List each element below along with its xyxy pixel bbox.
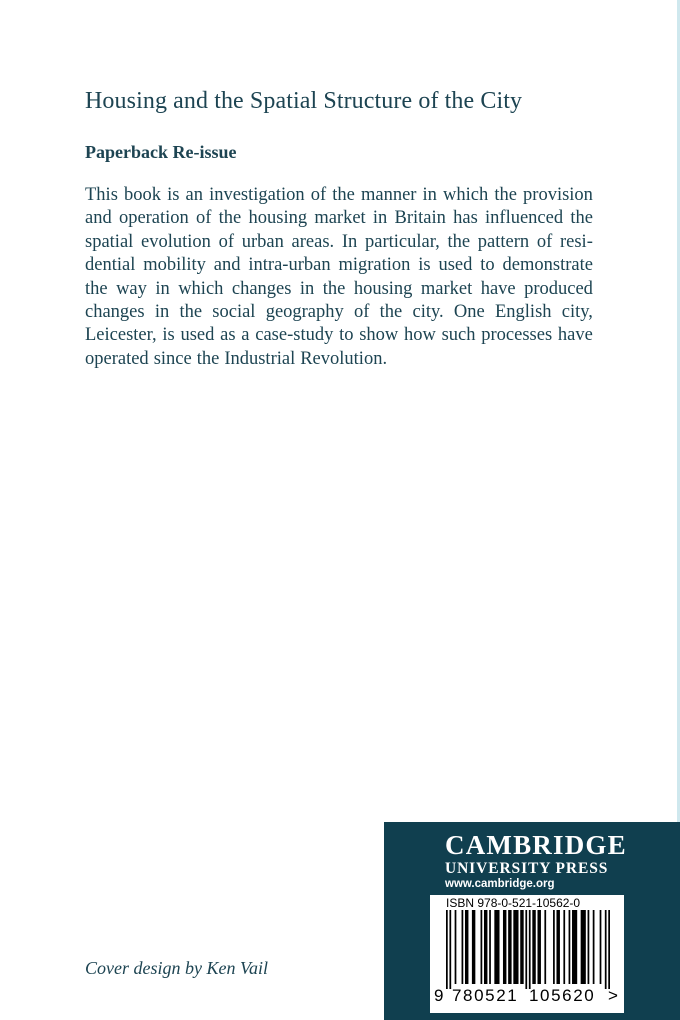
barcode-bar <box>525 910 527 989</box>
description-line <box>85 324 593 347</box>
description-word: the <box>494 185 517 205</box>
description-word: since <box>153 348 192 369</box>
description-word: the <box>218 208 242 229</box>
barcode-bar <box>556 910 559 984</box>
publisher-subname: UNIVERSITY PRESS <box>445 860 609 877</box>
barcode-bar <box>608 910 610 989</box>
barcode-bar <box>537 910 540 984</box>
description-word: changes <box>231 278 292 299</box>
barcode-bars <box>430 909 624 989</box>
description-line <box>85 231 593 254</box>
book-description <box>85 184 593 371</box>
description-word: This <box>85 185 118 205</box>
barcode-bar <box>544 910 546 984</box>
barcode-bar <box>508 910 511 984</box>
cover-credit: Cover design by Ken Vail <box>85 958 268 978</box>
isbn-label: ISBN 978-0-521-10562-0 <box>446 896 581 910</box>
barcode-bar <box>481 910 483 984</box>
barcode-bar <box>484 910 487 984</box>
barcode-bar <box>462 910 464 984</box>
description-line <box>85 254 593 277</box>
description-word: market <box>314 208 366 229</box>
description-word: have <box>480 278 516 299</box>
description-word: and <box>213 255 241 276</box>
description-line <box>85 207 593 230</box>
barcode-bar <box>563 910 565 984</box>
description-word: book <box>123 185 161 205</box>
barcode-bar <box>520 910 523 984</box>
description-line <box>85 301 593 324</box>
barcode-right-group: 105620 <box>529 986 596 1005</box>
description-word: the <box>447 231 471 252</box>
description-word: is <box>162 325 175 346</box>
barcode-bar <box>494 910 499 984</box>
barcode-bar <box>472 910 475 984</box>
publisher-website: www.cambridge.org <box>445 878 555 890</box>
description-word: geography <box>265 301 344 322</box>
description-word: to <box>339 325 354 346</box>
description-word: urban <box>241 231 284 252</box>
description-word: operated <box>85 348 149 369</box>
description-word: Revolution. <box>300 348 388 369</box>
book-title: Housing and the Spatial Structure of the City <box>85 88 523 114</box>
description-word: of <box>354 301 370 322</box>
publisher-panel <box>384 822 680 1020</box>
barcode-bar <box>581 910 586 984</box>
description-word: of <box>196 208 212 229</box>
barcode-end-mark: > <box>608 986 618 1005</box>
description-word: way <box>116 278 147 299</box>
description-word: the <box>179 301 203 322</box>
description-word: has <box>453 208 478 229</box>
description-word: which <box>443 185 489 205</box>
description-word: market <box>420 278 473 299</box>
description-word: housing <box>248 208 308 229</box>
description-word: dential <box>85 255 136 276</box>
description-word: which <box>178 278 224 299</box>
description-word: operation <box>118 208 189 229</box>
description-word: is <box>418 255 431 276</box>
description-word: the <box>332 185 355 205</box>
description-word: investigation <box>209 185 305 205</box>
description-word: of <box>536 231 553 252</box>
description-word: resi- <box>559 231 593 252</box>
edition-label: Paperback Re-issue <box>85 142 237 162</box>
description-word: changes <box>85 301 145 322</box>
description-word: used <box>438 255 473 276</box>
description-word: intra-urban <box>248 255 331 276</box>
description-word: processes <box>481 325 553 346</box>
description-word: spatial <box>85 231 134 252</box>
description-word: in <box>154 301 170 322</box>
description-word: One <box>453 301 485 322</box>
description-word: the <box>85 278 108 299</box>
barcode-bar <box>593 910 595 984</box>
barcode-lead-digit: 9 <box>434 986 444 1005</box>
barcode-bar <box>569 910 571 984</box>
isbn-barcode <box>430 895 624 1013</box>
description-word: particular, <box>365 231 440 252</box>
description-word: of <box>218 231 235 252</box>
barcode-bar <box>503 910 506 984</box>
description-word: mobility <box>143 255 206 276</box>
description-word: show <box>359 325 399 346</box>
description-word: evolution <box>141 231 211 252</box>
description-word: the <box>196 348 220 369</box>
description-word: used <box>180 325 215 346</box>
description-word: in <box>422 185 437 205</box>
description-word: provision <box>523 185 593 205</box>
description-word: the <box>570 208 593 229</box>
description-word: In <box>341 231 358 252</box>
barcode-bar <box>532 910 535 984</box>
description-word: an <box>185 185 203 205</box>
barcode-bar <box>465 910 468 984</box>
description-word: a <box>241 325 250 346</box>
description-word: Britain <box>394 208 446 229</box>
barcode-digits <box>430 986 624 1006</box>
description-word: have <box>557 325 593 346</box>
barcode-bar <box>529 910 531 989</box>
description-word: English <box>494 301 552 322</box>
barcode-bar <box>572 910 577 984</box>
barcode-left-group: 780521 <box>452 986 519 1005</box>
barcode-bar <box>513 910 518 984</box>
description-word: as <box>220 325 236 346</box>
publisher-name: CAMBRIDGE <box>445 830 627 860</box>
barcode-bar <box>449 910 451 989</box>
description-word: in <box>299 278 315 299</box>
barcode-bar <box>588 910 590 984</box>
description-word: to <box>480 255 495 276</box>
description-word: the <box>379 301 403 322</box>
description-word: of <box>310 185 327 205</box>
description-word: areas. <box>291 231 335 252</box>
description-word: and <box>85 208 112 229</box>
barcode-bar <box>455 910 457 984</box>
description-word: city, <box>561 301 593 322</box>
description-word: Industrial <box>224 348 296 369</box>
description-line <box>85 184 593 207</box>
description-line <box>85 278 593 301</box>
barcode-bar <box>605 910 607 989</box>
description-word: in <box>155 278 170 299</box>
description-word: migration <box>338 255 411 276</box>
description-word: is <box>167 185 180 205</box>
description-word: manner <box>360 185 417 205</box>
description-word: pattern <box>477 231 530 252</box>
description-word: housing <box>353 278 413 299</box>
description-word: demonstrate <box>502 255 593 276</box>
barcode-bar <box>446 910 448 989</box>
description-word: in <box>372 208 388 229</box>
description-word: influenced <box>485 208 564 229</box>
description-word: such <box>441 325 476 346</box>
barcode-bar <box>489 910 491 984</box>
description-word: how <box>404 325 436 346</box>
barcode-bar <box>553 910 555 984</box>
description-word: the <box>322 278 346 299</box>
description-word: social <box>212 301 256 322</box>
description-word: city. <box>412 301 444 322</box>
description-line <box>85 348 593 371</box>
barcode-bar <box>600 910 602 984</box>
description-word: case-study <box>255 325 334 346</box>
description-word: Leicester, <box>85 325 157 346</box>
description-word: produced <box>524 278 593 299</box>
